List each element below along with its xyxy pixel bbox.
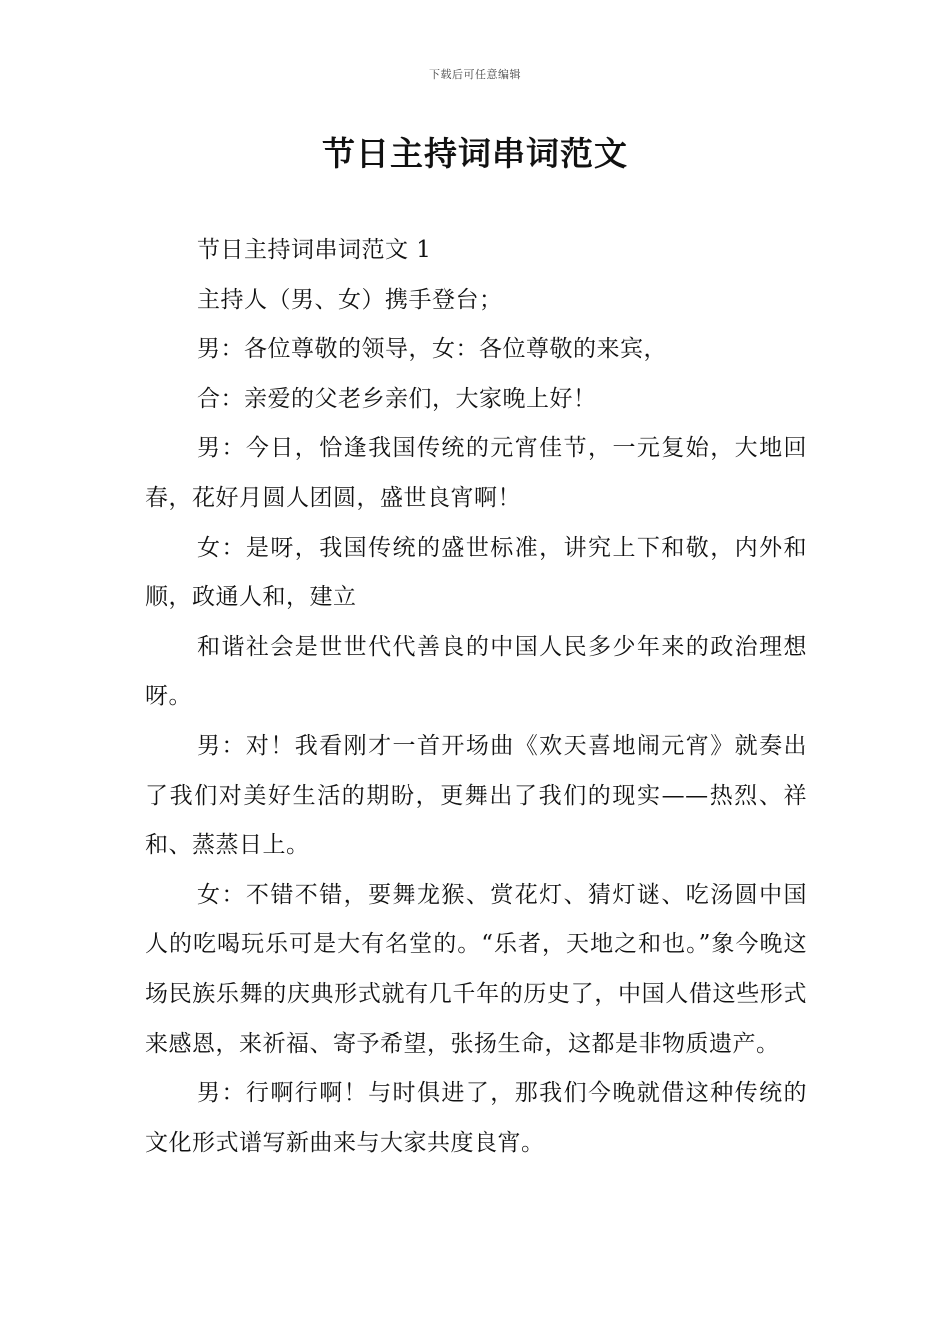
header-note: 下载后可任意编辑 <box>429 68 521 81</box>
paragraph-dialogue: 男：对！我看刚才一首开场曲《欢天喜地闹元宵》就奏出了我们对美好生活的期盼，更舞出了我们的现实——热烈、祥和、蒸蒸日上。 <box>145 732 807 859</box>
paragraph-section-heading: 节日主持词串词范文 1 <box>197 237 432 263</box>
paragraph-dialogue: 女：不错不错，要舞龙猴、赏花灯、猜灯谜、吃汤圆中国人的吃喝玩乐可是大有名堂的。“乐者，天地之和也。”象今晚这场民族乐舞的庆典形式就有几千年的历史了，中国人借这些形式来感恩，来祈福、寄予希望，张扬生命，这都是非物质遗产。 <box>145 881 807 1057</box>
paragraph-dialogue: 男：行啊行啊！与时俱进了，那我们今晚就借这种传统的文化形式谱写新曲来与大家共度良宵。 <box>145 1080 807 1156</box>
paragraph-stage-direction: 主持人（男、女）携手登台； <box>197 286 503 313</box>
paragraph-dialogue: 男：今日，恰逢我国传统的元宵佳节，一元复始，大地回春，花好月圆人团圆，盛世良宵啊！ <box>145 435 807 511</box>
paragraph-dialogue: 合：亲爱的父老乡亲们，大家晚上好！ <box>197 385 597 412</box>
paragraph-dialogue: 和谐社会是世世代代善良的中国人民多少年来的政治理想呀。 <box>145 633 807 710</box>
paragraph-dialogue: 男：各位尊敬的领导，女：各位尊敬的来宾， <box>197 336 667 363</box>
document-body <box>145 226 807 1168</box>
paragraph-dialogue: 女：是呀，我国传统的盛世标准，讲究上下和敬，内外和顺，政通人和，建立 <box>145 534 807 611</box>
document-title: 节日主持词串词范文 <box>322 134 628 173</box>
